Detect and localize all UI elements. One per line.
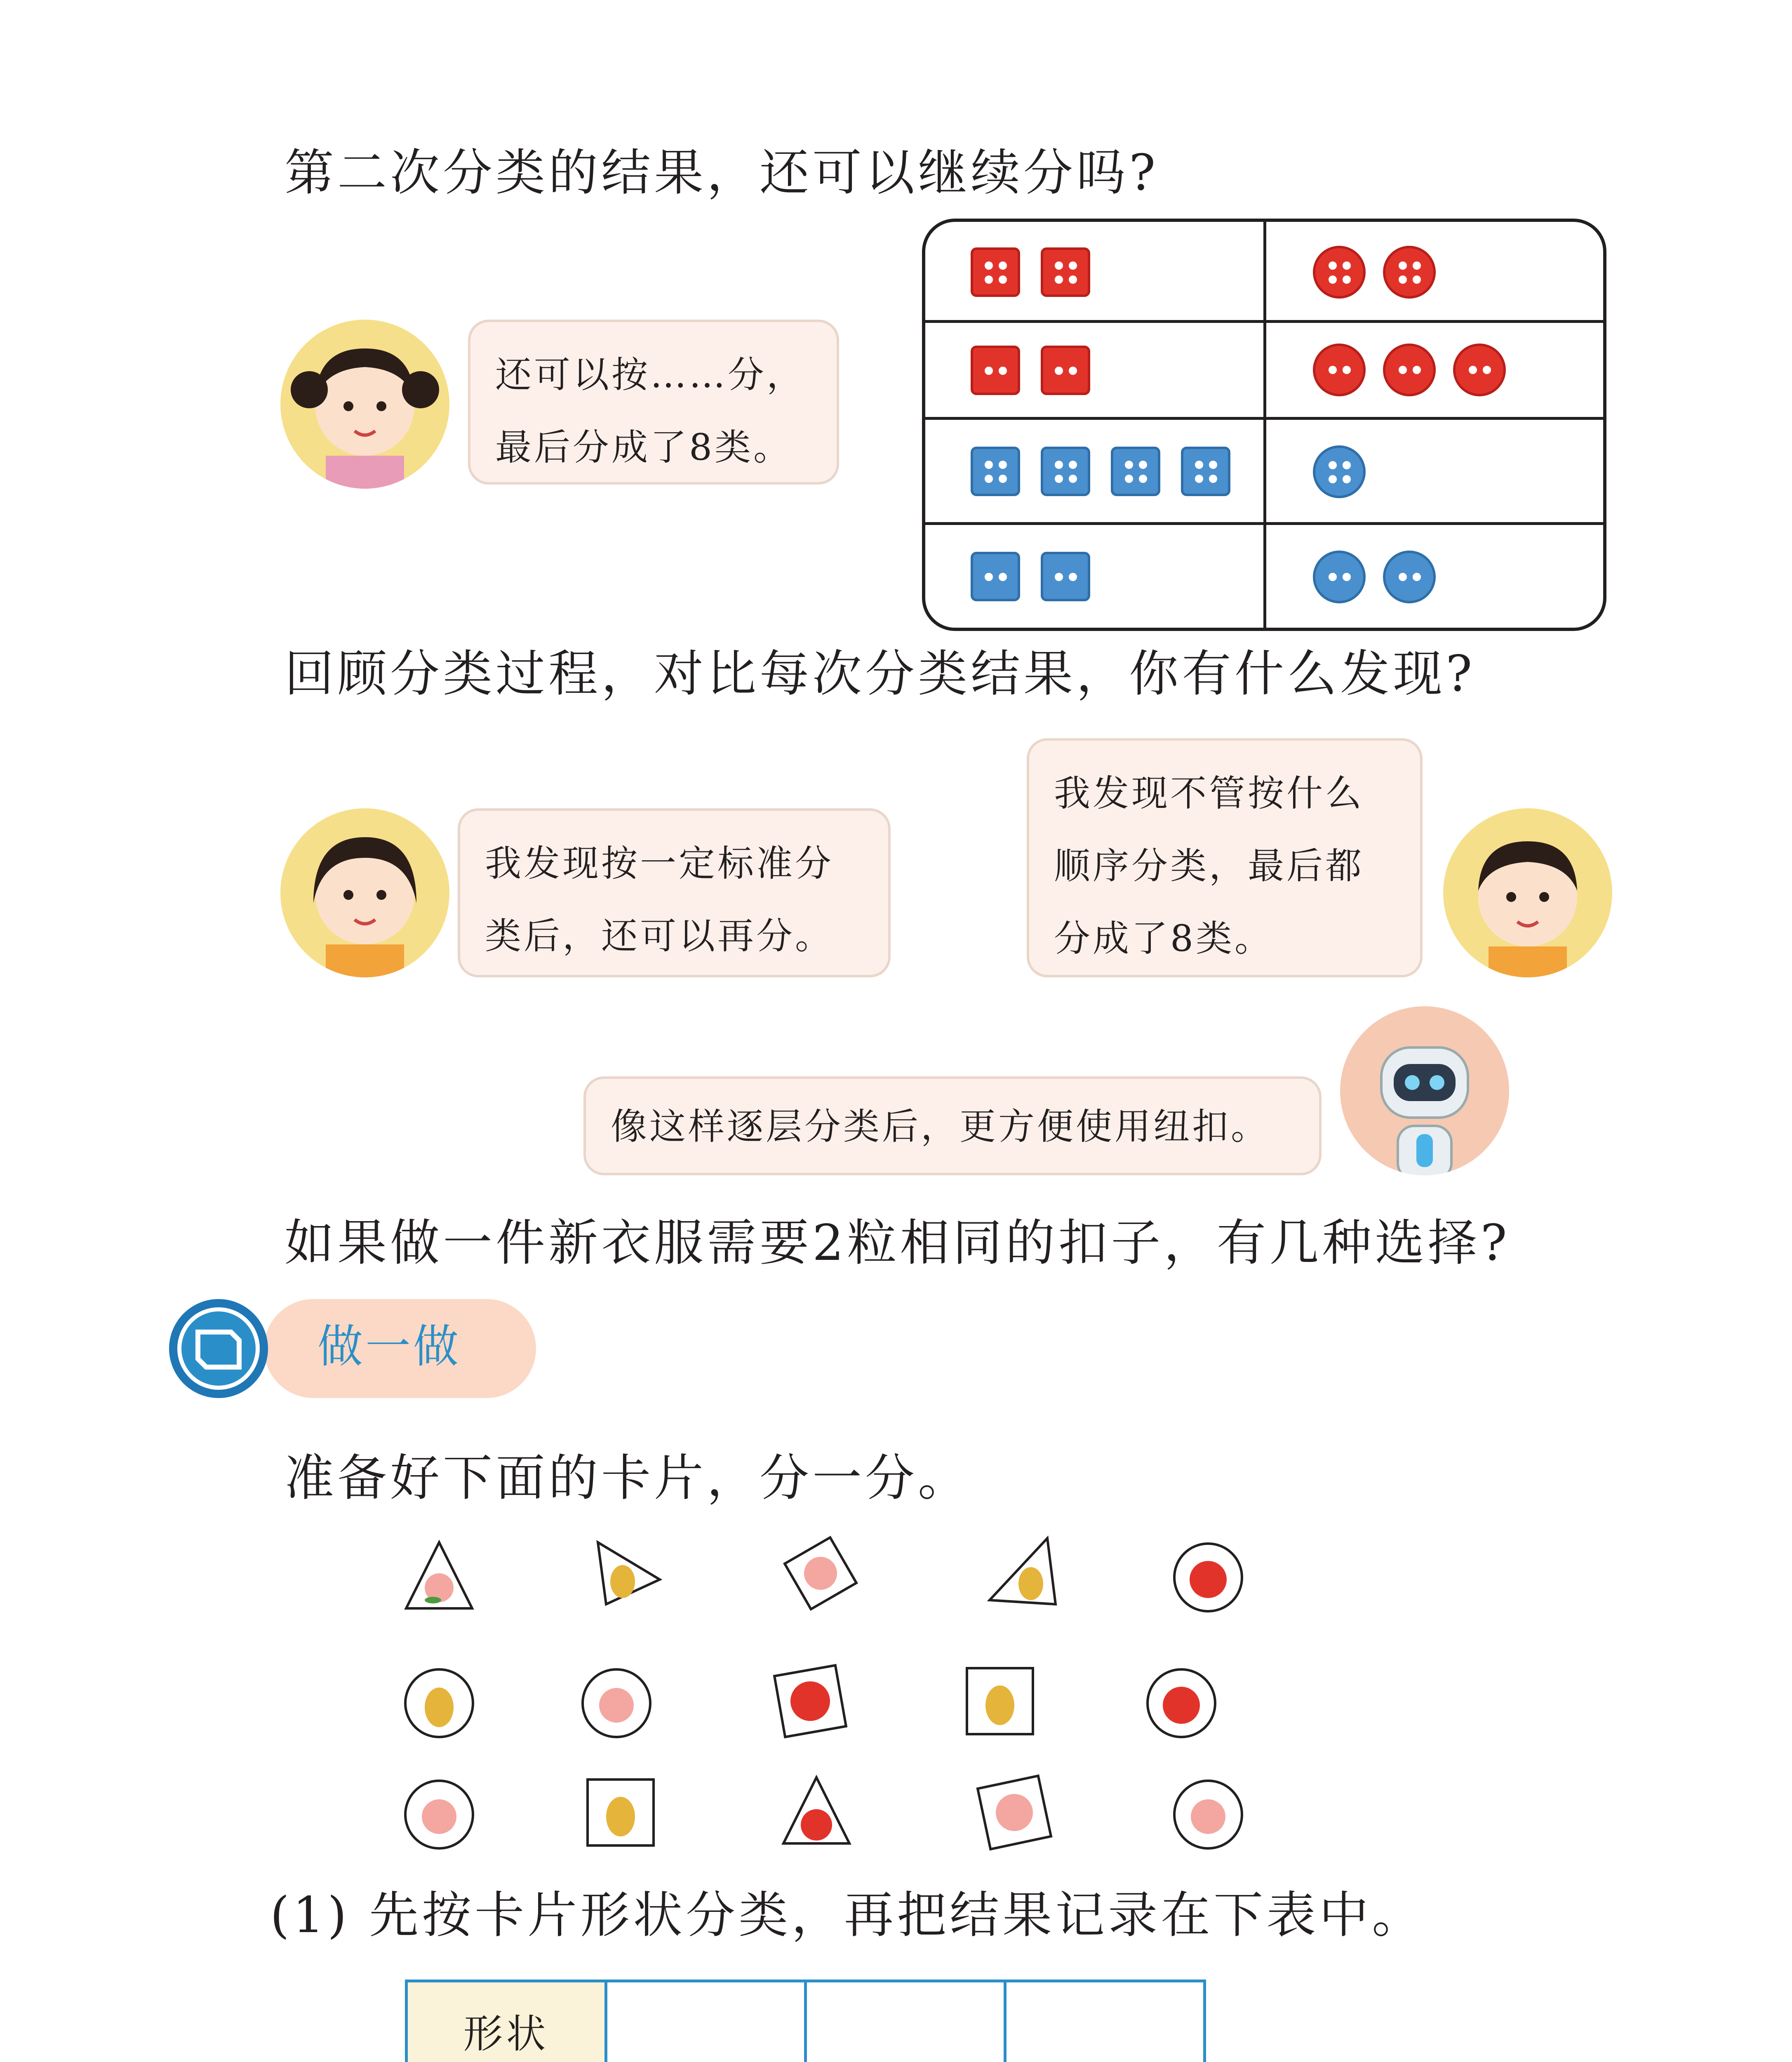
blue-square-4hole-button [1111, 447, 1160, 496]
table-row [925, 323, 1603, 420]
bubble-line: 还可以按……分， [495, 353, 806, 396]
triangle-apple-card [779, 1773, 854, 1848]
bubble-line: 我发现不管按什么 [1054, 772, 1364, 814]
bubble-line: 像这样逐层分类后，更方便使用纽扣。 [611, 1105, 1270, 1148]
bubble-line: 我发现按一定标准分 [485, 842, 834, 885]
task-1-text: (1) 先按卡片形状分类，再把结果记录在下表中。 [270, 1887, 1425, 1944]
activity-icon [169, 1299, 268, 1398]
bubble-line: 类后，还可以再分。 [485, 915, 834, 957]
robot-speech-bubble [583, 1076, 1322, 1175]
triangle-pear-card [985, 1534, 1060, 1608]
blue-round-4hole-button [1313, 445, 1366, 498]
red-round-4hole-button [1383, 246, 1436, 299]
blue-square-2hole-button [1041, 552, 1090, 601]
table-row [925, 222, 1603, 323]
girl-speech-bubble [458, 808, 891, 977]
circle-peach-card [1171, 1777, 1245, 1852]
boy-speech-bubble [1027, 738, 1423, 977]
circle-peach-card [402, 1777, 476, 1852]
blank-cell[interactable] [806, 1981, 1005, 2062]
girl-speech-bubble [468, 320, 839, 485]
blue-round-2hole-button [1313, 551, 1366, 603]
red-square-4hole-button [971, 247, 1020, 297]
question-continue-classify: 第二次分类的结果，还可以继续分吗? [285, 144, 1159, 202]
instruction-text: 准备好下面的卡片，分一分。 [285, 1450, 971, 1507]
red-round-2hole-button [1313, 344, 1366, 396]
triangle-pear-card [590, 1534, 664, 1608]
shape-header-cell: 形状 [407, 1981, 606, 2062]
red-square-2hole-button [971, 346, 1020, 395]
circle-pear-card [402, 1666, 476, 1740]
blue-square-2hole-button [971, 552, 1020, 601]
circle-peach-card [579, 1666, 654, 1740]
button-classification-table [922, 219, 1606, 631]
question-reflect: 回顾分类过程，对比每次分类结果，你有什么发现? [285, 645, 1476, 703]
blue-round-2hole-button [1383, 551, 1436, 603]
blank-cell[interactable] [606, 1981, 806, 2062]
diamond-peach-card [779, 1532, 862, 1615]
square-pear-card [963, 1664, 1037, 1738]
diamond-apple-card [767, 1658, 854, 1744]
blue-square-4hole-button [1181, 447, 1230, 496]
boy-avatar [1443, 808, 1612, 977]
red-round-2hole-button [1383, 344, 1436, 396]
question-choices: 如果做一件新衣服需要2粒相同的扣子，有几种选择? [285, 1215, 1510, 1272]
recording-table [405, 1980, 1206, 2062]
red-square-4hole-button [1041, 247, 1090, 297]
triangle-peach-card [402, 1538, 476, 1612]
red-round-2hole-button [1453, 344, 1506, 396]
girl-avatar [280, 808, 449, 977]
table-row [925, 525, 1603, 631]
activity-label: 做一做 [317, 1320, 461, 1373]
diamond-peach-card [971, 1769, 1058, 1856]
circle-apple-card [1171, 1540, 1245, 1615]
robot-avatar [1340, 1006, 1509, 1175]
circle-apple-card [1144, 1666, 1218, 1740]
table-row [925, 420, 1603, 525]
red-round-4hole-button [1313, 246, 1366, 299]
red-square-2hole-button [1041, 346, 1090, 395]
girl-avatar [280, 320, 449, 489]
blue-square-4hole-button [971, 447, 1020, 496]
bubble-line: 分成了8类。 [1054, 917, 1273, 960]
blue-square-4hole-button [1041, 447, 1090, 496]
table-row [407, 1981, 1205, 2062]
blank-cell[interactable] [1005, 1981, 1205, 2062]
bubble-line: 最后分成了8类。 [495, 426, 792, 468]
square-pear-card [583, 1775, 658, 1850]
bubble-line: 顺序分类，最后都 [1054, 845, 1364, 887]
